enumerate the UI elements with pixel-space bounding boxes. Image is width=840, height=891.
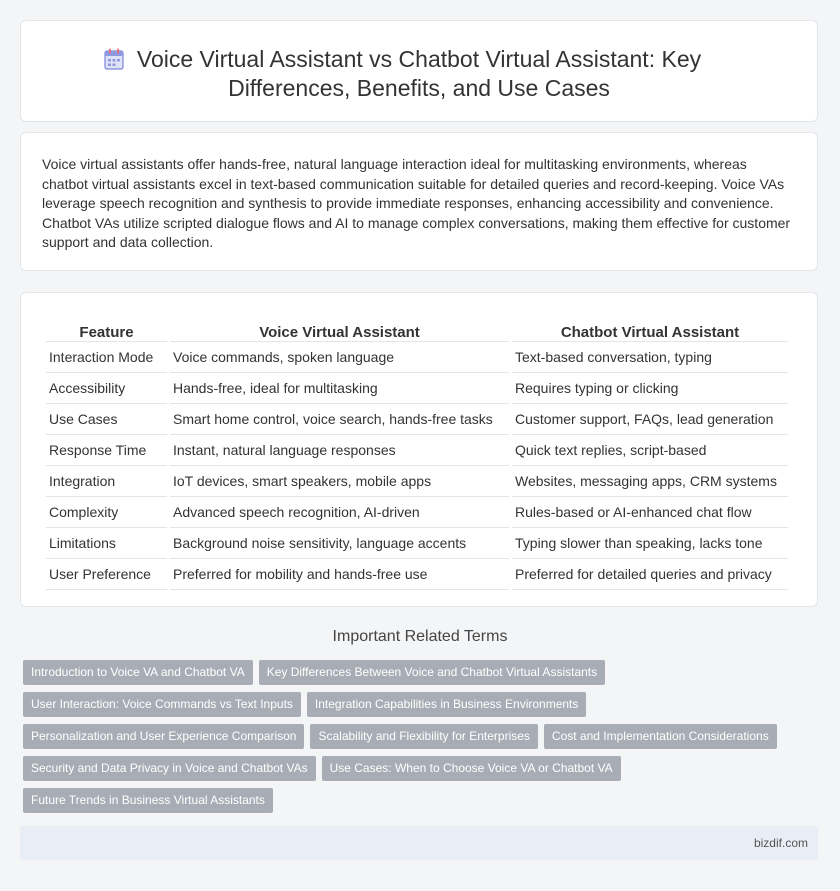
- related-term-tag[interactable]: Future Trends in Business Virtual Assistants: [23, 788, 273, 813]
- related-term-tag[interactable]: Introduction to Voice VA and Chatbot VA: [23, 660, 253, 685]
- related-terms-title: Important Related Terms: [332, 628, 508, 645]
- cell-chatbot: Quick text replies, script-based: [512, 435, 788, 466]
- cell-chatbot: Text-based conversation, typing: [512, 342, 788, 373]
- table-row: [46, 342, 788, 373]
- cell-feature: User Preference: [46, 559, 167, 590]
- related-term-tag[interactable]: Cost and Implementation Considerations: [544, 724, 777, 749]
- related-term-tag[interactable]: Key Differences Between Voice and Chatbot Virtual Assistants: [259, 660, 605, 685]
- comparison-table-card: [20, 292, 818, 607]
- cell-voice: Preferred for mobility and hands-free use: [170, 559, 509, 590]
- table-row: [46, 435, 788, 466]
- cell-voice: Voice commands, spoken language: [170, 342, 509, 373]
- column-header-feature: Feature: [46, 313, 167, 342]
- cell-feature: Interaction Mode: [46, 342, 167, 373]
- related-term-tag[interactable]: Scalability and Flexibility for Enterprises: [310, 724, 537, 749]
- related-terms-list: [23, 660, 813, 813]
- column-header-chatbot: Chatbot Virtual Assistant: [512, 313, 788, 342]
- table-row: [46, 466, 788, 497]
- page-title: Voice Virtual Assistant vs Chatbot Virtual Assistant: Key Differences, Benefits, and Use Cases: [136, 46, 702, 101]
- footer-site[interactable]: bizdif.com: [753, 836, 808, 850]
- cell-feature: Limitations: [46, 528, 167, 559]
- cell-voice: Advanced speech recognition, AI-driven: [170, 497, 509, 528]
- title-card: [20, 20, 818, 122]
- cell-voice: Instant, natural language responses: [170, 435, 509, 466]
- table-row: [46, 559, 788, 590]
- related-term-tag[interactable]: Use Cases: When to Choose Voice VA or Chatbot VA: [322, 756, 621, 781]
- related-term-tag[interactable]: Integration Capabilities in Business Environments: [307, 692, 586, 717]
- cell-chatbot: Rules-based or AI-enhanced chat flow: [512, 497, 788, 528]
- cell-chatbot: Preferred for detailed queries and privacy: [512, 559, 788, 590]
- table-row: [46, 404, 788, 435]
- cell-feature: Use Cases: [46, 404, 167, 435]
- table-row: [46, 373, 788, 404]
- footer: [20, 826, 818, 860]
- table-row: [46, 528, 788, 559]
- cell-chatbot: Typing slower than speaking, lacks tone: [512, 528, 788, 559]
- related-term-tag[interactable]: Personalization and User Experience Comparison: [23, 724, 304, 749]
- column-header-voice: Voice Virtual Assistant: [170, 313, 509, 342]
- cell-chatbot: Requires typing or clicking: [512, 373, 788, 404]
- comparison-table: [43, 313, 791, 590]
- cell-feature: Accessibility: [46, 373, 167, 404]
- cell-chatbot: Customer support, FAQs, lead generation: [512, 404, 788, 435]
- cell-feature: Integration: [46, 466, 167, 497]
- table-header-row: [46, 313, 788, 342]
- cell-chatbot: Websites, messaging apps, CRM systems: [512, 466, 788, 497]
- cell-voice: Smart home control, voice search, hands-free tasks: [170, 404, 509, 435]
- cell-feature: Complexity: [46, 497, 167, 528]
- related-term-tag[interactable]: User Interaction: Voice Commands vs Text Inputs: [23, 692, 301, 717]
- cell-voice: Background noise sensitivity, language accents: [170, 528, 509, 559]
- summary-card: [20, 132, 818, 271]
- table-row: [46, 497, 788, 528]
- cell-voice: IoT devices, smart speakers, mobile apps: [170, 466, 509, 497]
- related-term-tag[interactable]: Security and Data Privacy in Voice and Chatbot VAs: [23, 756, 316, 781]
- cell-feature: Response Time: [46, 435, 167, 466]
- cell-voice: Hands-free, ideal for multitasking: [170, 373, 509, 404]
- summary-text: Voice virtual assistants offer hands-free, natural language interaction ideal for multitasking environments, whereas chatbot virtual assistants excel in text-based communication suitable for detailed queries and record-keeping. Voice VAs leverage speech recognition and synthesis to provide immediate responses, enhancing accessibility and convenience. Chatbot VAs utilize scripted dialogue flows and AI to manage complex conversations, making them effective for customer support and data collection.: [42, 156, 791, 251]
